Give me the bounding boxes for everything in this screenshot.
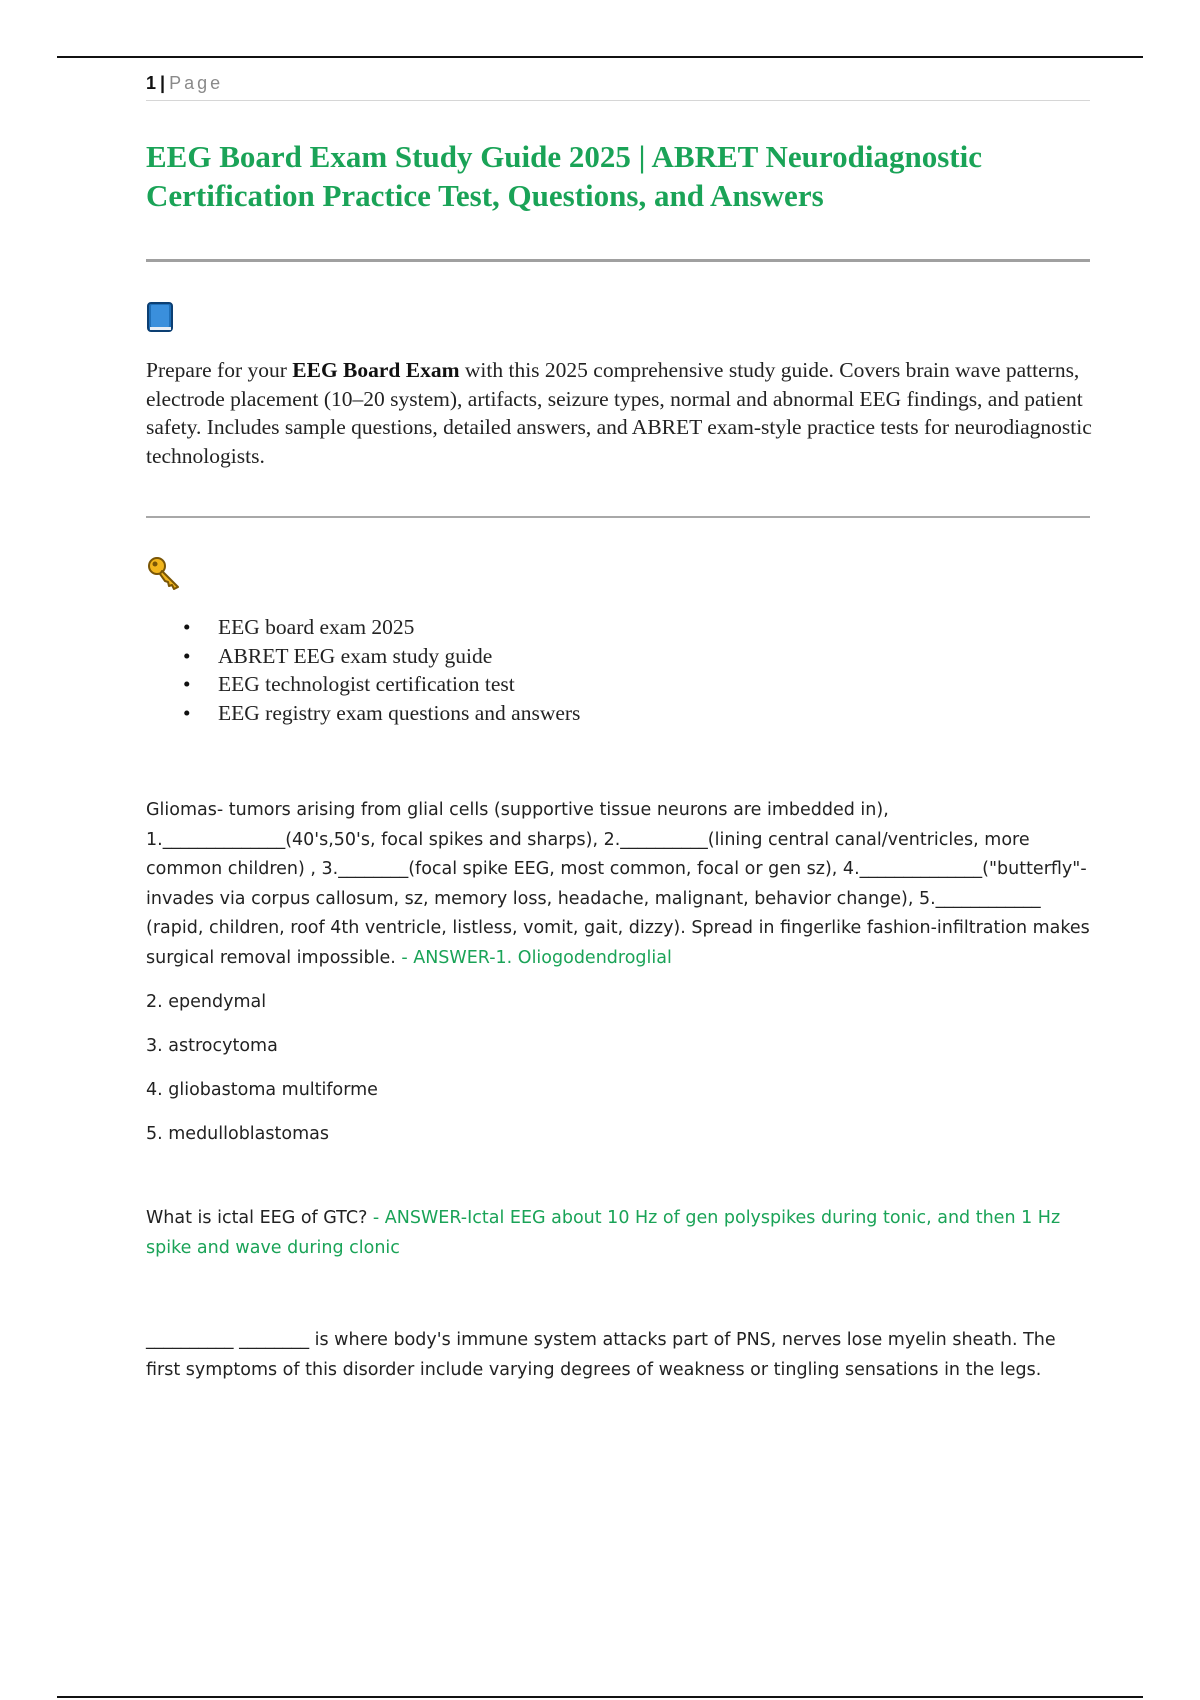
list-item: • ABRET EEG exam study guide — [183, 642, 1090, 671]
answer-line: 5. medulloblastomas — [146, 1124, 329, 1144]
intro-bold: EEG Board Exam — [292, 358, 460, 382]
intro-suffix: with this 2025 comprehensive study guide. Covers brain wave patterns, electrode placement (10–20 system), artifacts, seizure types, normal and abnormal EEG findings, and patient safety. Includes sample questions, detailed answers, and ABRET exam-style practice tests for neurodiagnostic technologists. — [146, 358, 1092, 468]
answer-line: 4. gliobastoma multiforme — [146, 1080, 378, 1100]
question-block — [146, 1204, 1090, 1263]
question-text: Gliomas- tumors arising from glial cells (supportive tissue neurons are imbedded in), 1.______________(40's,50's, focal spikes and sharps), 2.__________(lining central canal/ventricles, more common children) , 3.________(focal spike EEG, most common, focal or gen sz), 4.______________("butterfly"-invades via corpus callosum, sz, memory loss, headache, malignant, behavior change), 5.____________ (rapid, children, roof 4th ventricle, listless, vomit, gait, dizzy). Spread in fingerlike fashion-infiltration makes surgical removal impossible. — [146, 800, 1090, 968]
answer-text: - ANSWER-Ictal EEG about 10 Hz of gen polyspikes during tonic, and then 1 Hz spike and wave during clonic — [146, 1208, 1061, 1258]
keyword-list — [183, 613, 1090, 727]
bottom-rule — [57, 1696, 1143, 1698]
answer-line: 3. astrocytoma — [146, 1036, 278, 1056]
book-icon — [146, 262, 1090, 338]
answer-text: - ANSWER-1. Oliogodendroglial — [395, 947, 672, 968]
key-icon — [146, 518, 1090, 596]
page-number: 1 — [146, 73, 157, 93]
intro-prefix: Prepare for your — [146, 358, 293, 382]
document-title: EEG Board Exam Study Guide 2025 | ABRET Neurodiagnostic Certification Practice Test, Questions, and Answers — [146, 139, 982, 213]
question-block — [146, 1326, 1090, 1385]
page-label: Page — [169, 73, 224, 93]
page-header — [146, 72, 1090, 101]
answer-line: 2. ependymal — [146, 992, 267, 1012]
list-item: • EEG technologist certification test — [183, 670, 1090, 699]
question-text: What is ictal EEG of GTC? — [146, 1208, 368, 1228]
list-item: • EEG registry exam questions and answers — [183, 699, 1090, 728]
question-text: __________ ________ is where body's immune system attacks part of PNS, nerves lose myelin sheath. The first symptoms of this disorder include varying degrees of weakness or tingling sensations in the legs. — [146, 1330, 1056, 1380]
top-rule — [57, 56, 1143, 58]
question-block — [146, 796, 1090, 973]
document-page — [146, 72, 1090, 1385]
page-separator: | — [160, 73, 166, 93]
list-item: • EEG board exam 2025 — [183, 613, 1090, 642]
intro-paragraph — [146, 356, 1096, 470]
